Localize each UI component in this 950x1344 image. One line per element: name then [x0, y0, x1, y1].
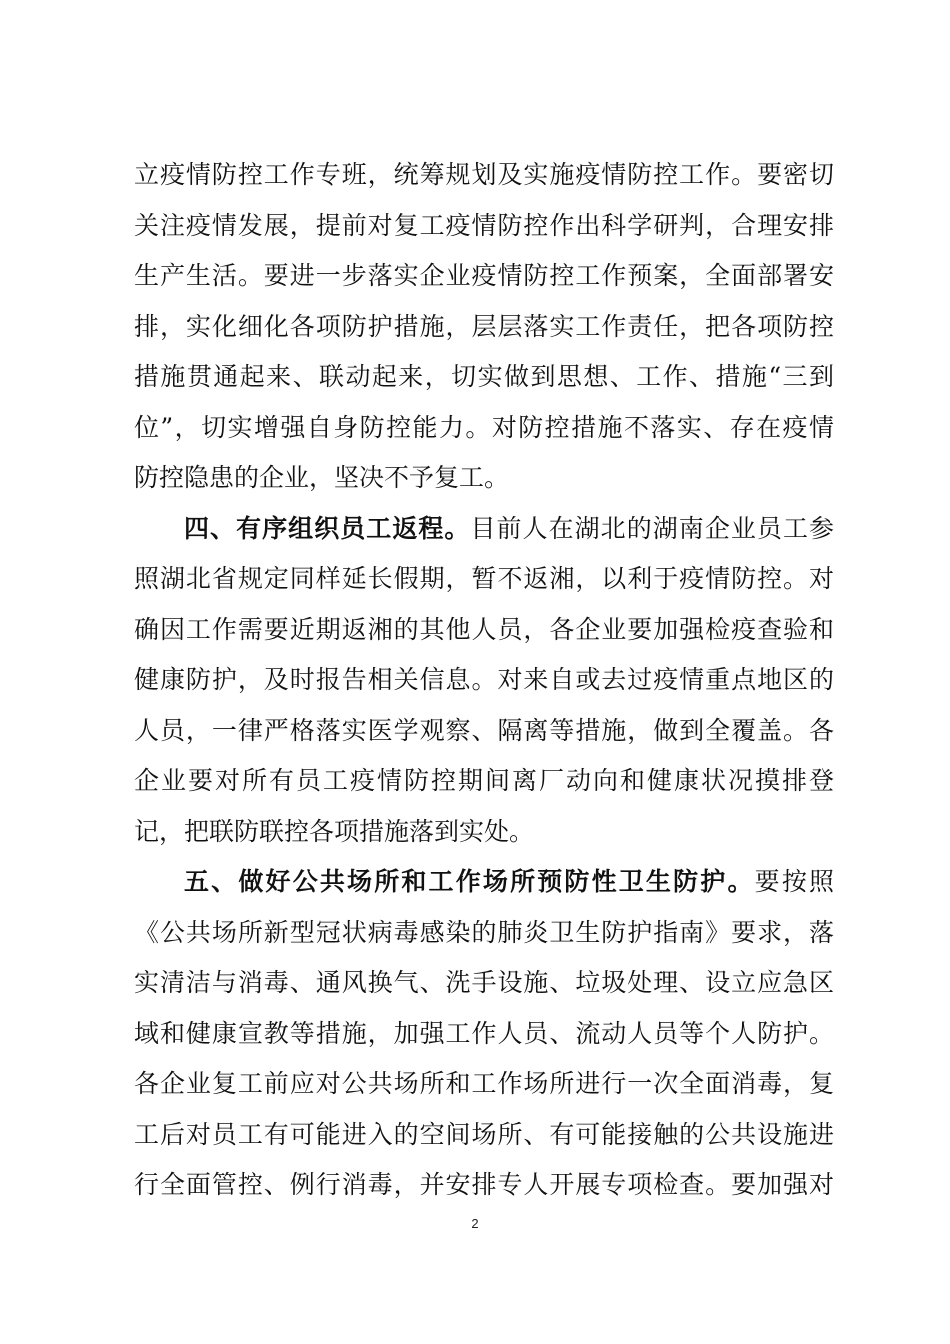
paragraph-line: 企业要对所有员工疫情防控期间离厂动向和健康状况摸排登 [134, 766, 834, 795]
paragraph-line: 域和健康宣教等措施，加强工作人员、流动人员等个人防护。 [134, 1018, 834, 1048]
section-4-heading: 四、有序组织员工返程。 [184, 513, 471, 543]
paragraph-line: 措施贯通起来、联动起来，切实做到思想、工作、措施“三到 [134, 362, 834, 391]
paragraph-line: 位”，切实增强自身防控能力。对防控措施不落实、存在疫情 [134, 412, 834, 442]
paragraph-line: 实清洁与消毒、通风换气、洗手设施、垃圾处理、设立应急区 [134, 968, 834, 997]
section-5-heading: 五、做好公共场所和工作场所预防性卫生防护。 [184, 867, 755, 896]
section-4-first-line-text: 目前人在湖北的湖南企业员工参 [470, 513, 834, 543]
paragraph-line: 《公共场所新型冠状病毒感染的肺炎卫生防护指南》要求，落 [134, 917, 834, 947]
paragraph-line: 关注疫情发展，提前对复工疫情防控作出科学研判，合理安排 [134, 210, 834, 240]
paragraph-line: 防控隐患的企业，坚决不予复工。 [134, 463, 510, 492]
paragraph-line: 行全面管控、例行消毒，并安排专人开展专项检查。要加强对 [134, 1170, 834, 1199]
paragraph-line: 健康防护，及时报告相关信息。对来自或去过疫情重点地区的 [134, 665, 834, 694]
page-number: 2 [471, 1216, 479, 1231]
document-body [134, 150, 834, 1211]
paragraph-line: 各企业复工前应对公共场所和工作场所进行一次全面消毒，复 [134, 1069, 834, 1098]
paragraph-line: 照湖北省规定同样延长假期，暂不返湘，以利于疫情防控。对 [134, 564, 834, 593]
paragraph-line: 记，把联防联控各项措施落到实处。 [134, 816, 535, 846]
paragraph-line: 工后对员工有可能进入的空间场所、有可能接触的公共设施进 [134, 1119, 834, 1149]
section-5-first-line [134, 857, 834, 908]
paragraph-line: 人员，一律严格落实医学观察、隔离等措施，做到全覆盖。各 [134, 715, 834, 745]
paragraph-line: 立疫情防控工作专班，统筹规划及实施疫情防控工作。要密切 [134, 160, 834, 189]
paragraph-line: 生产生活。要进一步落实企业疫情防控工作预案，全面部署安 [134, 261, 834, 290]
paragraph-line: 排，实化细化各项防护措施，层层落实工作责任，把各项防控 [134, 311, 834, 341]
section-5-first-line-text: 要按照 [754, 867, 834, 896]
section-4-first-line [134, 504, 834, 555]
paragraph-line: 确因工作需要近期返湘的其他人员，各企业要加强检疫查验和 [134, 614, 834, 644]
